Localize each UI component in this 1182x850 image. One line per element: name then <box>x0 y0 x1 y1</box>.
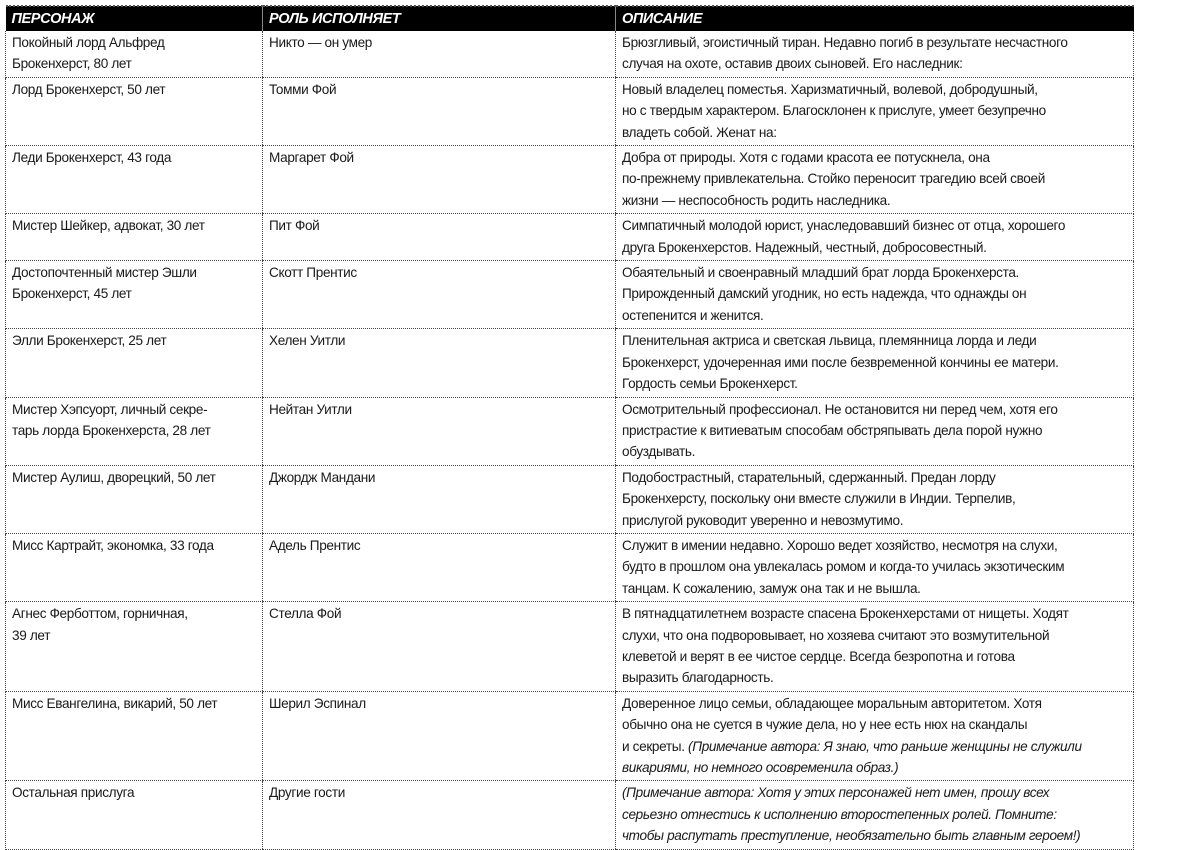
author-note: викариями, но немного осовременила образ.) <box>622 760 899 775</box>
description-text: Новый владелец поместья. Харизматичный, волевой, добродушный, <box>622 81 1038 97</box>
description-line <box>622 736 1127 757</box>
description-line <box>622 122 1127 143</box>
character-line: Леди Брокенхерст, 43 года <box>12 150 172 166</box>
header-character: ПЕРСОНАЖ <box>6 6 263 31</box>
description-text: прислугой руководит уверенно и невозмутимо. <box>622 512 904 528</box>
description-cell <box>616 77 1134 145</box>
table-row <box>6 146 1134 214</box>
description-text: друга Брокенхерстов. Надежный, честный, добросовестный. <box>622 239 987 255</box>
actor-cell: Шерил Эспинал <box>263 691 616 781</box>
description-line <box>622 79 1127 100</box>
actor-cell: Скотт Прентис <box>263 261 616 329</box>
description-line <box>622 237 1127 258</box>
description-text: и секреты. <box>622 738 689 754</box>
description-text: танцам. К сожалению, замуж она так и не вышла. <box>622 580 921 596</box>
actor-cell: Стелла Фой <box>263 602 616 692</box>
author-note: серьезно отнестись к исполнению второстепенных ролей. Помните: <box>622 806 1057 822</box>
description-line <box>622 603 1127 624</box>
character-line: Агнес Ферботтом, горничная, <box>12 606 188 622</box>
description-line <box>622 53 1127 74</box>
table-row <box>6 397 1134 465</box>
character-line: Мистер Аулиш, дворецкий, 50 лет <box>12 469 216 485</box>
character-cell <box>6 261 263 329</box>
description-cell <box>616 465 1134 533</box>
header-row <box>6 6 1134 31</box>
description-text: Симпатичный молодой юрист, унаследовавший бизнес от отца, хорошего <box>622 218 1066 234</box>
table-row <box>6 602 1134 692</box>
description-text: жизни — неспособность родить наследника. <box>622 192 891 208</box>
description-text: Гордость семьи Брокенхерст. <box>622 376 798 392</box>
character-cell <box>6 146 263 214</box>
character-line: Мистер Хэпсуорт, личный секре- <box>12 401 208 417</box>
description-cell <box>616 781 1134 849</box>
description-text: Брокенхерст, удочеренная ими после безвременной кончины ее матери. <box>622 354 1059 370</box>
header-description: ОПИСАНИЕ <box>616 6 1134 31</box>
description-cell <box>616 691 1134 781</box>
cast-table <box>5 5 1134 850</box>
description-line <box>622 646 1127 667</box>
table-row <box>6 261 1134 329</box>
description-text: владеть собой. Женат на: <box>622 124 777 140</box>
character-cell <box>6 781 263 849</box>
description-cell <box>616 214 1134 261</box>
description-text: Брокенхерсту, поскольку они вместе служили в Индии. Терпелив, <box>622 491 1016 507</box>
description-line <box>622 488 1127 509</box>
table-row <box>6 465 1134 533</box>
description-cell <box>616 602 1134 692</box>
description-cell <box>616 533 1134 601</box>
table-row <box>6 77 1134 145</box>
table-row <box>6 781 1134 849</box>
description-line <box>622 420 1127 441</box>
character-cell <box>6 31 263 77</box>
author-note: (Примечание автора: Я знаю, что раньше женщины не служили <box>688 738 1082 754</box>
description-line <box>622 625 1127 646</box>
description-cell <box>616 397 1134 465</box>
description-line <box>622 305 1127 326</box>
character-cell <box>6 397 263 465</box>
actor-cell: Никто — он умер <box>263 31 616 77</box>
actor-cell: Пит Фой <box>263 214 616 261</box>
description-text: обычно она не суется в чужие дела, но у нее есть нюх на скандалы <box>622 717 1028 733</box>
table-row <box>6 214 1134 261</box>
character-line: Мисс Картрайт, экономка, 33 года <box>12 537 214 553</box>
description-text: выразить благодарность. <box>622 670 774 686</box>
actor-cell: Джордж Мандани <box>263 465 616 533</box>
description-text: обуздывать. <box>622 444 696 460</box>
actor-cell: Томми Фой <box>263 77 616 145</box>
description-line <box>622 262 1127 283</box>
character-cell <box>6 77 263 145</box>
description-text: Пленительная актриса и светская львица, племянница лорда и леди <box>622 333 1037 349</box>
character-cell <box>6 602 263 692</box>
description-text: слухи, что она подворовывает, но хозяева считают это возмутительной <box>622 627 1050 643</box>
character-cell <box>6 533 263 601</box>
actor-cell: Маргарет Фой <box>263 146 616 214</box>
description-line <box>622 667 1127 688</box>
character-cell <box>6 691 263 781</box>
description-text: Служит в имении недавно. Хорошо ведет хозяйство, несмотря на слухи, <box>622 537 1058 553</box>
description-line <box>622 782 1127 803</box>
description-line <box>622 510 1127 531</box>
description-line <box>622 441 1127 462</box>
header-actor: РОЛЬ ИСПОЛНЯЕТ <box>263 6 616 31</box>
description-line <box>622 32 1127 53</box>
description-line <box>622 535 1127 556</box>
description-line <box>622 168 1127 189</box>
character-line: Брокенхерст, 80 лет <box>12 56 132 72</box>
table-row <box>6 329 1134 397</box>
character-line: Лорд Брокенхерст, 50 лет <box>12 81 166 97</box>
character-cell <box>6 214 263 261</box>
description-line <box>622 147 1127 168</box>
description-text: по-прежнему привлекательна. Стойко переносит трагедию всей своей <box>622 171 1045 187</box>
description-line <box>622 373 1127 394</box>
character-line: Мистер Шейкер, адвокат, 30 лет <box>12 218 205 234</box>
description-line <box>622 467 1127 488</box>
description-line <box>622 757 1127 778</box>
actor-cell: Нейтан Уитли <box>263 397 616 465</box>
description-line <box>622 804 1127 825</box>
author-note: чтобы распутать преступление, необязательно быть главным героем!) <box>622 828 1081 844</box>
description-text: Прирожденный дамский угодник, но есть надежда, что однажды он <box>622 286 1027 302</box>
description-line <box>622 190 1127 211</box>
description-text: Брюзгливый, эгоистичный тиран. Недавно погиб в результате несчастного <box>622 35 1068 50</box>
character-line: Покойный лорд Альфред <box>12 35 165 50</box>
character-line: Остальная прислуга <box>12 785 135 801</box>
character-line: Элли Брокенхерст, 25 лет <box>12 333 167 349</box>
description-text: но с твердым характером. Благосклонен к прислуге, умеет безупречно <box>622 103 1046 119</box>
character-line: Мисс Евангелина, викарий, 50 лет <box>12 695 218 711</box>
author-note: (Примечание автора: Хотя у этих персонажей нет имен, прошу всех <box>622 785 1050 801</box>
character-line: тарь лорда Брокенхерста, 28 лет <box>12 422 211 438</box>
character-line: Достопочтенный мистер Эшли <box>12 265 197 281</box>
description-line <box>622 556 1127 577</box>
description-line <box>622 825 1127 846</box>
description-line <box>622 693 1127 714</box>
character-cell <box>6 329 263 397</box>
actor-cell: Хелен Уитли <box>263 329 616 397</box>
character-line: 39 лет <box>12 627 51 643</box>
description-text: пристрастие к витиеватым способам обстряпывать дела порой нужно <box>622 422 1043 438</box>
description-text: Добра от природы. Хотя с годами красота ее потускнела, она <box>622 150 990 166</box>
table-row <box>6 691 1134 781</box>
character-line: Брокенхерст, 45 лет <box>12 286 132 302</box>
description-text: Подобострастный, старательный, сдержанный. Предан лорду <box>622 469 996 485</box>
description-line <box>622 578 1127 599</box>
description-text: Обаятельный и своенравный младший брат лорда Брокенхерста. <box>622 265 1019 281</box>
description-line <box>622 215 1127 236</box>
table-row <box>6 31 1134 77</box>
description-cell <box>616 146 1134 214</box>
description-line <box>622 714 1127 735</box>
description-text: Доверенное лицо семьи, обладающее моральным авторитетом. Хотя <box>622 695 1042 711</box>
description-line <box>622 330 1127 351</box>
description-text: случая на охоте, оставив двоих сыновей. Его наследник: <box>622 56 963 72</box>
description-cell <box>616 261 1134 329</box>
description-text: будто в прошлом она увлекалась ромом и когда-то училась экзотическим <box>622 559 1065 575</box>
description-cell <box>616 329 1134 397</box>
actor-cell: Адель Прентис <box>263 533 616 601</box>
description-cell <box>616 31 1134 77</box>
description-text: остепенится и женится. <box>622 307 764 323</box>
description-text: Осмотрительный профессионал. Не остановится ни перед чем, хотя его <box>622 401 1058 417</box>
description-line <box>622 283 1127 304</box>
description-line <box>622 399 1127 420</box>
description-text: В пятнадцатилетнем возрасте спасена Брокенхерстами от нищеты. Ходят <box>622 606 1069 622</box>
description-text: клеветой и верят в ее чистое сердце. Всегда безропотна и готова <box>622 648 1015 664</box>
description-line <box>622 352 1127 373</box>
table-row <box>6 533 1134 601</box>
actor-cell: Другие гости <box>263 781 616 849</box>
character-cell <box>6 465 263 533</box>
description-line <box>622 100 1127 121</box>
